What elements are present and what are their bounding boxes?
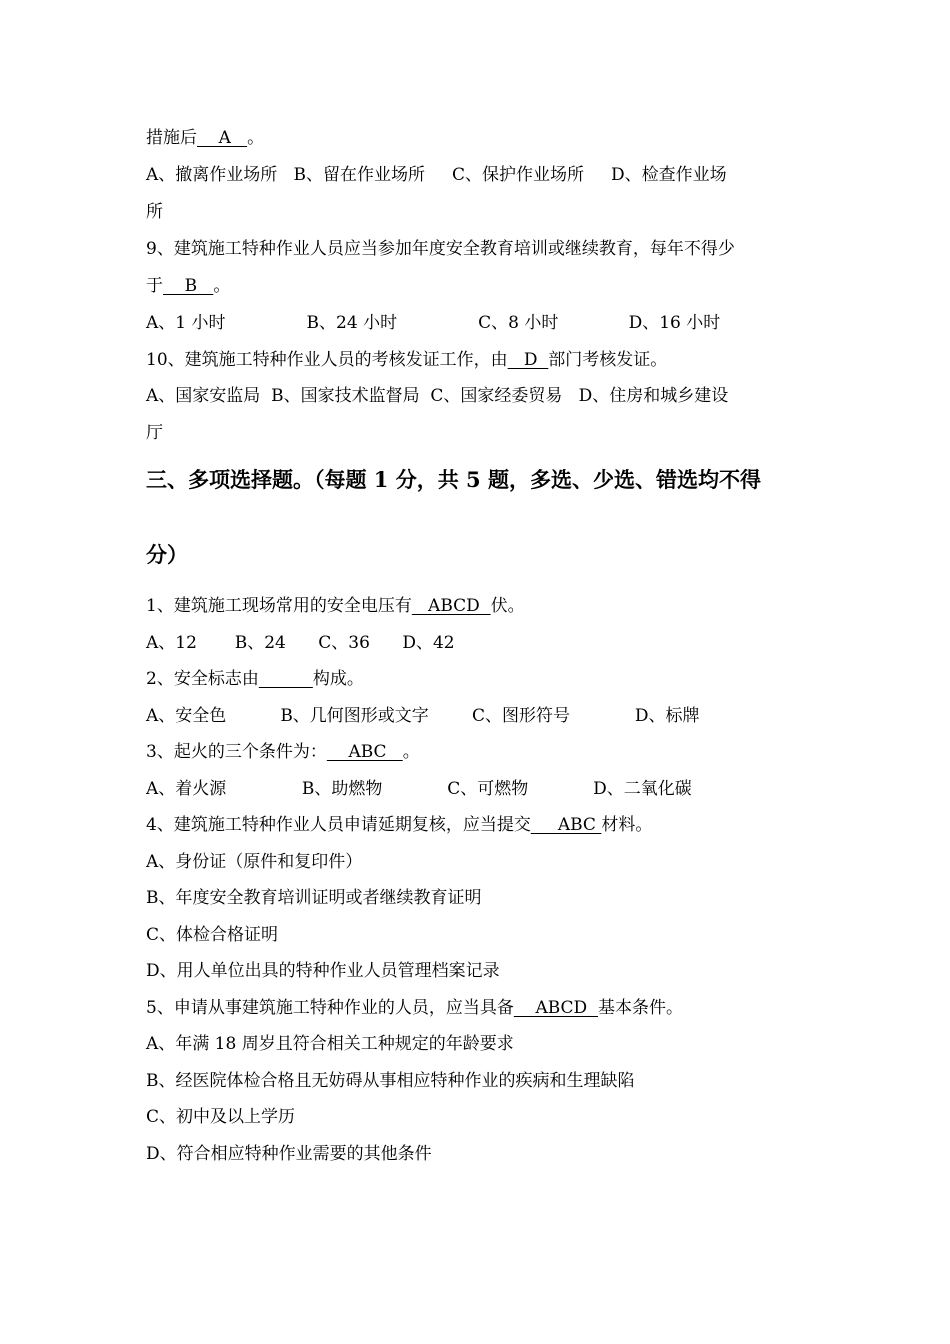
- question-3: 3、起火的三个条件为： ABC 。: [146, 742, 420, 762]
- answer-blank: ABCD: [411, 596, 491, 616]
- option-line: C、体检合格证明: [146, 925, 279, 945]
- option-line: C、初中及以上学历: [146, 1107, 296, 1127]
- answer-blank: ABCD: [513, 998, 598, 1018]
- option-line: D、符合相应特种作业需要的其他条件: [146, 1144, 432, 1164]
- option-line: A、1 小时 B、24 小时 C、8 小时 D、16 小时: [146, 313, 721, 333]
- answer-blank: A: [197, 128, 248, 148]
- option-line: A、撤离作业场所 B、留在作业场所 C、保护作业场所 D、检查作业场: [146, 165, 727, 185]
- section-heading: 三、多项选择题。（每题 1 分，共 5 题，多选、少选、错选均不得: [146, 467, 761, 492]
- question-10: 10、建筑施工特种作业人员的考核发证工作，由 D 部门考核发证。: [146, 350, 668, 370]
- question-2: 2、安全标志由 构成。: [146, 669, 364, 689]
- option-line: B、年度安全教育培训证明或者继续教育证明: [146, 888, 482, 908]
- text-line: 厅: [146, 423, 163, 443]
- text-line: 所: [146, 202, 163, 222]
- answer-blank: B: [163, 276, 214, 296]
- section-heading-continued: 分）: [146, 542, 188, 567]
- question-9: 9、建筑施工特种作业人员应当参加年度安全教育培训或继续教育，每年不得少: [146, 239, 735, 259]
- option-line: D、用人单位出具的特种作业人员管理档案记录: [146, 961, 500, 981]
- answer-blank: ABC: [530, 815, 602, 835]
- option-line: A、年满 18 周岁且符合相关工种规定的年龄要求: [146, 1034, 514, 1054]
- text-line: 措施后 A 。: [146, 128, 265, 148]
- text-line: 于 B 。: [146, 276, 231, 296]
- question-5: 5、申请从事建筑施工特种作业的人员，应当具备 ABCD 基本条件。: [146, 998, 683, 1018]
- question-4: 4、建筑施工特种作业人员申请延期复核，应当提交 ABC 材料。: [146, 815, 653, 835]
- answer-blank: ABC: [326, 742, 403, 762]
- option-line: A、身份证（原件和复印件）: [146, 852, 363, 872]
- option-line: B、经医院体检合格且无妨碍从事相应特种作业的疾病和生理缺陷: [146, 1071, 635, 1091]
- answer-blank: D: [507, 350, 549, 370]
- question-1: 1、建筑施工现场常用的安全电压有 ABCD 伏。: [146, 596, 525, 616]
- option-line: A、着火源 B、助燃物 C、可燃物 D、二氧化碳: [146, 779, 692, 799]
- answer-blank: [259, 669, 313, 689]
- option-line: A、12 B、24 C、36 D、42: [146, 633, 455, 653]
- option-line: A、国家安监局 B、国家技术监督局 C、国家经委贸易 D、住房和城乡建设: [146, 386, 729, 406]
- option-line: A、安全色 B、几何图形或文字 C、图形符号 D、标牌: [146, 706, 700, 726]
